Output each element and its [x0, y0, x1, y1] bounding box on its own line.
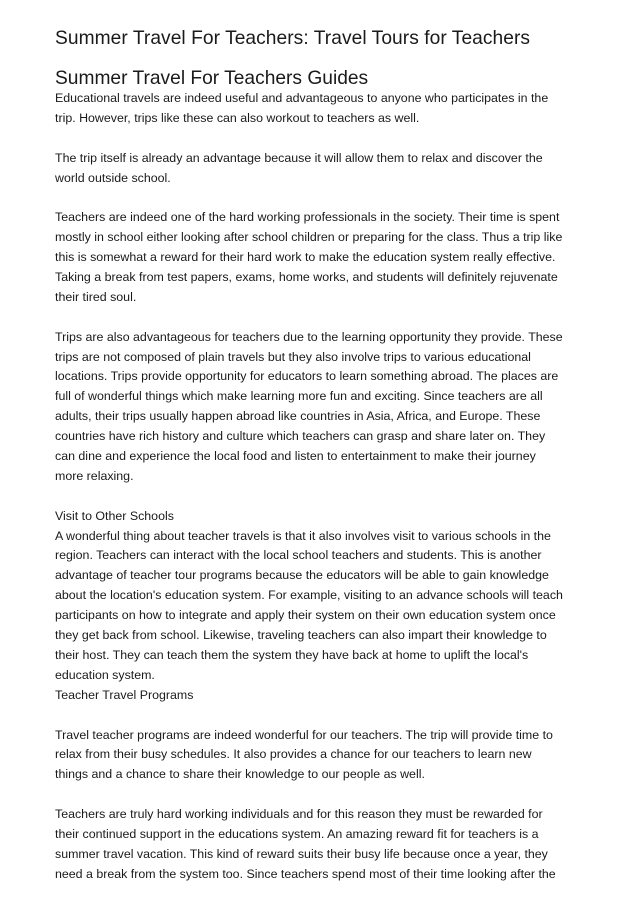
paragraph: [55, 328, 585, 487]
text-line: A wonderful thing about teacher travels is that it also involves visit to various schools in the: [55, 528, 551, 543]
paragraph-gap: [55, 188, 585, 208]
document-subtitle: Summer Travel For Teachers Guides: [55, 68, 369, 89]
text-line: Educational travels are indeed useful and advantageous to anyone who participates in the: [55, 91, 549, 105]
paragraph: [55, 89, 585, 129]
paragraph-gap: [55, 129, 585, 149]
text-line: need a break from the system too. Since teachers spend most of their time looking after the: [55, 866, 556, 881]
document-title: Summer Travel For Teachers: Travel Tours for Teachers: [55, 28, 531, 49]
text-line: Teacher Travel Programs: [55, 687, 194, 702]
text-line: more relaxing.: [55, 468, 134, 483]
text-line: world outside school.: [55, 170, 171, 185]
text-line: this is somewhat a reward for their hard work to make the education system really effective.: [55, 250, 556, 265]
text-line: about the location's education system. For example, visiting to an advance schools will teach: [55, 588, 563, 603]
text-line: participants on how to integrate and apply their system on their own education system once: [55, 608, 556, 623]
text-line: trips are not composed of plain travels but they also involve trips to various educational: [55, 349, 531, 364]
text-line: The trip itself is already an advantage because it will allow them to relax and discover the: [55, 150, 543, 165]
text-line: they get back from school. Likewise, traveling teachers can also impart their knowledge to: [55, 628, 547, 643]
paragraph-gap: [55, 785, 585, 805]
paragraph-gap: [55, 706, 585, 726]
document-body: [55, 89, 585, 885]
text-line: summer travel vacation. This kind of reward suits their busy life because once a year, they: [55, 846, 548, 861]
text-line: Teachers are truly hard working individuals and for this reason they must be rewarded for: [55, 807, 543, 822]
paragraph: [55, 507, 585, 706]
text-line: their tired soul.: [55, 289, 137, 304]
text-line: things and a chance to share their knowledge to our people as well.: [55, 767, 425, 782]
text-line: countries have rich history and culture which teachers can grasp and share later on. They: [55, 429, 546, 444]
text-line: full of wonderful things which make learning more fun and exciting. Since teachers are all: [55, 389, 543, 404]
paragraph: [55, 208, 585, 307]
text-line: can dine and experience the local food and listen to entertainment to make their journey: [55, 449, 536, 464]
text-line: advantage of teacher tour programs because the educators will be able to gain knowledge: [55, 568, 549, 583]
paragraph-gap: [55, 308, 585, 328]
text-line: region. Teachers can interact with the local school teachers and students. This is another: [55, 548, 542, 563]
text-line: adults, their trips usually happen abroad like countries in Asia, Africa, and Europe. These: [55, 409, 541, 424]
text-line: trip. However, trips like these can also workout to teachers as well.: [55, 110, 420, 125]
text-line: Visit to Other Schools: [55, 508, 174, 523]
text-line: education system.: [55, 667, 155, 682]
text-line: Trips are also advantageous for teachers due to the learning opportunity they provide. These: [55, 329, 563, 344]
text-line: their continued support in the educations system. An amazing reward fit for teachers is a: [55, 826, 539, 841]
text-line: their host. They can teach them the system they have back at home to uplift the local's: [55, 647, 529, 662]
text-line: Travel teacher programs are indeed wonderful for our teachers. The trip will provide time to: [55, 727, 553, 742]
paragraph: [55, 805, 585, 885]
text-line: relax from their busy schedules. It also provides a chance for our teachers to learn new: [55, 747, 532, 762]
text-line: mostly in school either looking after school children or preparing for the class. Thus a trip like: [55, 230, 563, 245]
paragraph: [55, 149, 585, 189]
paragraph: [55, 726, 585, 786]
text-line: locations. Trips provide opportunity for educators to learn something abroad. The places are: [55, 369, 559, 384]
paragraph-gap: [55, 487, 585, 507]
text-line: Taking a break from test papers, exams, home works, and students will definitely rejuvenate: [55, 270, 558, 285]
text-line: Teachers are indeed one of the hard working professionals in the society. Their time is spent: [55, 210, 560, 225]
